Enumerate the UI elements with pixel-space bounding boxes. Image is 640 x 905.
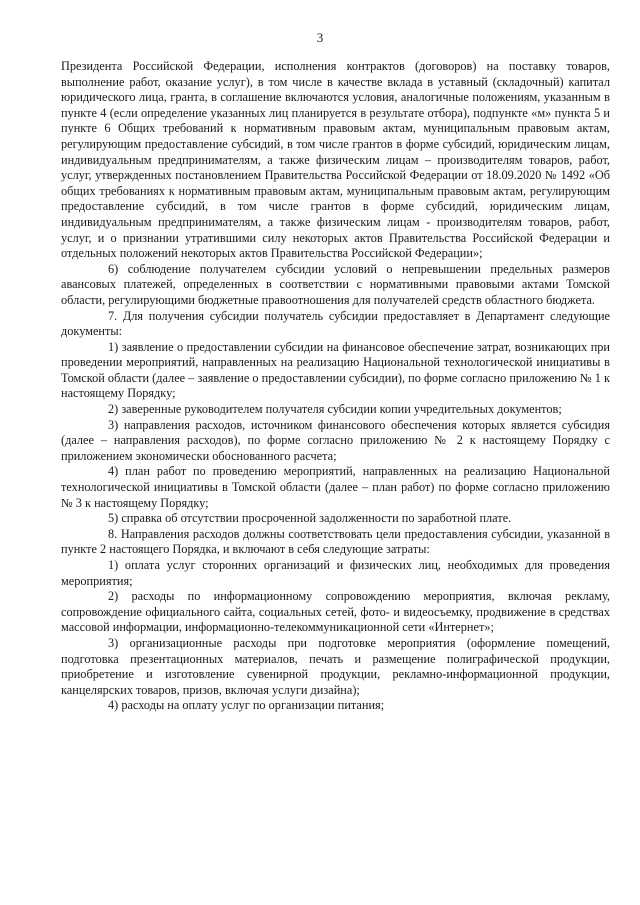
paragraph-item-7-2: 2) заверенные руководителем получателя субсидии копии учредительных документов; [108, 402, 562, 417]
paragraph-section-7: 7. Для получения субсидии получатель субсидии предоставляет в Департамент следующие документы: [61, 308, 610, 339]
paragraph-item-8-4: 4) расходы на оплату услуг по организации питания; [108, 698, 385, 713]
paragraph-continuation: Президента Российской Федерации, исполнения контрактов (договоров) на поставку товаров, выполнение работ, оказание услуг), в том числе в качестве вклада в уставный (складочный) капитал юридического лица, гранта, в соглашение включаются условия, аналогичные положениям, указанным в пункте 4 (если определение указанных лиц планируется в результате отбора), подпункте «м» пункта 5 и пункте 6 Общих требований к нормативным правовым актам, муниципальным правовым актам, регулирующим предоставление субсидий, в том числе грантов в форме субсидий, юридическим лицам, индивидуальным предпринимателям, а также физическим лицам – производителям товаров, работ, услуг, утвержденных постановлением Правительства Российской Федерации от 18.09.2020 № 1492 «Об общих требованиях к нормативным правовым актам, муниципальным правовым актам, регулирующим предоставление субсидий, в том числе грантов в форме субсидий, юридическим лицам, индивидуальным предпринимателям, а также физическим лицам - производителям товаров, работ, услуг, и о признании утратившими силу некоторых актов Правительства Российской Федерации и отдельных положений некоторых актов Правительства Российской Федерации»; [61, 59, 610, 261]
paragraph-item-8-3: 3) организационные расходы при подготовке мероприятия (оформление помещений, подготовка презентационных материалов, печать и размещение полиграфической продукции, приобретение и изготовление сувенирной продукции, рекламно-информационной продукции, канцелярских товаров, призов, включая услуги дизайна); [61, 635, 610, 697]
page-number: 3 [316, 30, 324, 45]
paragraph-item-7-1: 1) заявление о предоставлении субсидии на финансовое обеспечение затрат, возникающих при проведении мероприятий, направленных на реализацию Национальной технологической инициативы в Томской области (далее – заявление о предоставлении субсидии), по форме согласно приложению № 1 к настоящему Порядку; [61, 339, 610, 401]
paragraph-item-6: 6) соблюдение получателем субсидии условий о непревышении предельных размеров авансовых платежей, определенных в соответствии с нормативными правовыми актами Томской области, регулирующими бюджетные правоотношения для получателей средств областного бюджета. [61, 261, 610, 307]
paragraph-item-7-5: 5) справка об отсутствии просроченной задолженности по заработной плате. [108, 511, 512, 526]
paragraph-item-8-1: 1) оплата услуг сторонних организаций и физических лиц, необходимых для проведения мероприятия; [61, 558, 610, 588]
paragraph-item-7-4: 4) план работ по проведению мероприятий, направленных на реализацию Национальной технологической инициативы в Томской области (далее – план работ) по форме согласно приложению № 3 к настоящему Порядку; [61, 464, 610, 510]
paragraph-item-8-2: 2) расходы по информационному сопровождению мероприятия, включая рекламу, сопровождение официального сайта, социальных сетей, фото- и видеосъемку, продвижение в средствах массовой информации, информационно-телекоммуникационной сети «Интернет»; [61, 589, 610, 635]
paragraph-item-7-3: 3) направления расходов, источником финансового обеспечения которых является субсидия (далее – направления расходов), по форме согласно приложению № 2 к настоящему Порядку с приложением экономически обоснованного расчета; [61, 417, 610, 463]
paragraph-section-8: 8. Направления расходов должны соответствовать цели предоставления субсидии, указанной в пункте 2 настоящего Порядка, и включают в себя следующие затраты: [61, 526, 610, 557]
document-body [61, 59, 610, 714]
